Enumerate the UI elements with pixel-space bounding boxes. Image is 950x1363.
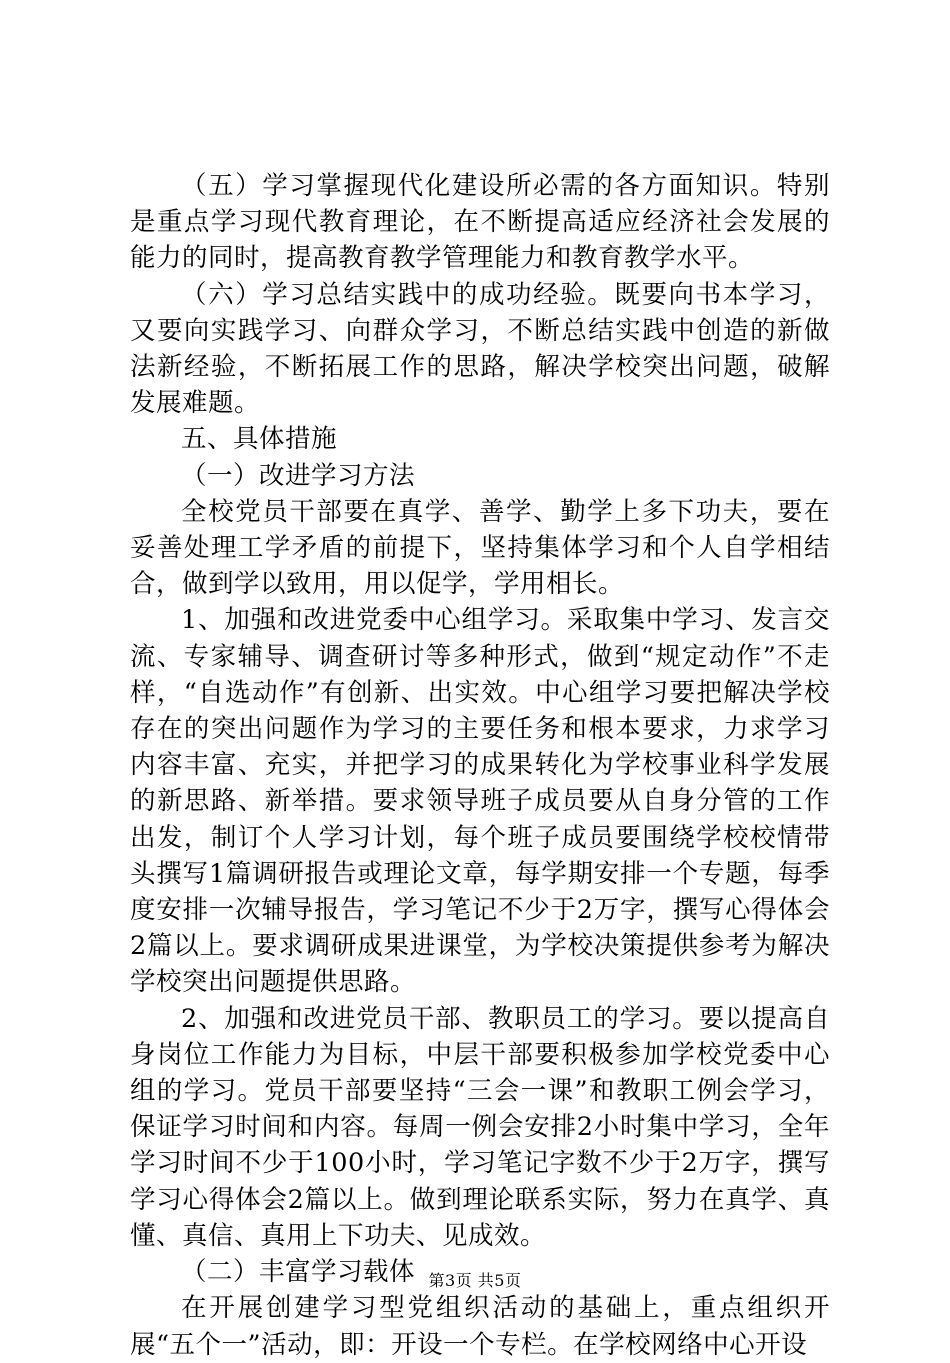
page-footer: 第3页 共5页 (428, 1271, 522, 1290)
paragraph-central-group: 1、加强和改进党委中心组学习。采取集中学习、发言交流、专家辅导、调查研讨等多种形式，做到“规定动作”不走样，“自选动作”有创新、出实效。中心组学习要把解决学校存在的突出问题作为学习的主要任务和根本要求，力求学习内容丰富、充实，并把学习的成果转化为学校事业科学发展的新思路、新举措。要求领导班子成员要从自身分管的工作出发，制订个人学习计划，每个班子成员要围绕学校校情带头撰写1篇调研报告或理论文章，每学期安排一个专题，每季度安排一次辅导报告，学习笔记不少于2万字，撰写心得体会2篇以上。要求调研成果进课堂，为学校决策提供参考为解决学校突出问题提供思路。 (130, 605, 830, 998)
section-heading-measures: 五、具体措施 (181, 424, 338, 455)
paragraph-five-ones: 在开展创建学习型党组织活动的基础上，重点组织开展“五个一”活动，即：开设一个专栏。在学校网络中心开设 (130, 1293, 830, 1360)
paragraph-study-method: 全校党员干部要在真学、善学、勤学上多下功夫，要在妥善处理工学矛盾的前提下，坚持集体学习和个人自学相结合，做到学以致用，用以促学，学用相长。 (130, 496, 830, 600)
paragraph-knowledge: （五）学习掌握现代化建设所必需的各方面知识。特别是重点学习现代教育理论，在不断提高适应经济社会发展的能力的同时，提高教育教学管理能力和教育教学水平。 (130, 171, 830, 274)
document-body (130, 168, 830, 1363)
paragraph-experience: （六）学习总结实践中的成功经验。既要向书本学习，又要向实践学习、向群众学习，不断总结实践中创造的新做法新经验，不断拓展工作的思路，解决学校突出问题，破解发展难题。 (130, 279, 830, 419)
subsection-heading-method: （一）改进学习方法 (181, 460, 416, 491)
paragraph-staff-study: 2、加强和改进党员干部、教职员工的学习。要以提高自身岗位工作能力为目标，中层干部要积极参加学校党委中心组的学习。党员干部要坚持“三会一课”和教职工例会学习，保证学习时间和内容。每周一例会安排2小时集中学习，全年学习时间不少于100小时，学习笔记字数不少于2万字，撰写学习心得体会2篇以上。做到理论联系实际，努力在真学、真懂、真信、真用上下功夫、见成效。 (130, 1003, 830, 1251)
subsection-heading-carrier: （二）丰富学习载体 (181, 1257, 416, 1288)
